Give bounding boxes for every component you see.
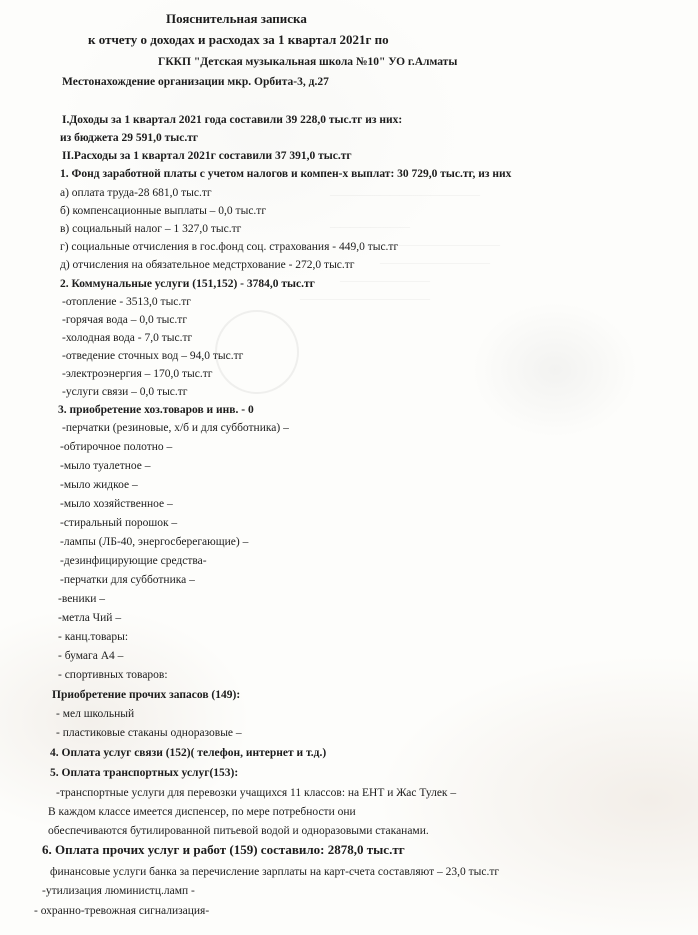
goods-item: -мыло жидкое –: [60, 479, 138, 491]
goods-item: -дезинфицирующие средства-: [60, 555, 207, 567]
income-total: I.Доходы за 1 квартал 2021 года составили 39 228,0 тыс.тг из них:: [62, 114, 403, 126]
organization-name: ГККП "Детская музыкальная школа №10" УО г.Алматы: [158, 56, 458, 68]
payroll-item: б) компенсационные выплаты – 0,0 тыс.тг: [60, 205, 267, 217]
payroll-item: д) отчисления на обязательное медстрхование - 272,0 тыс.тг: [60, 259, 355, 271]
payroll-item: г) социальные отчисления в гос.фонд соц. страхования - 449,0 тыс.тг: [60, 241, 399, 253]
bleed-through: ————————————: [380, 240, 500, 251]
goods-item: -стиральный порошок –: [60, 517, 178, 529]
goods-item: -перчатки для субботника –: [60, 574, 195, 586]
payroll-item: а) оплата труда-28 681,0 тыс.тг: [60, 187, 212, 199]
transport-item: -транспортные услуги для перевозки учащихся 11 классов: на ЕНТ и Жас Тулек –: [56, 787, 457, 799]
goods-item: -мыло хозяйственное –: [60, 498, 173, 510]
utilities-item: -холодная вода - 7,0 тыс.тг: [62, 332, 193, 344]
goods-item: -веники –: [58, 593, 105, 605]
other-services-item: - охранно-тревожная сигнализация-: [34, 905, 210, 917]
income-budget: из бюджета 29 591,0 тыс.тг: [60, 132, 199, 144]
other-stock-item: - пластиковые стаканы одноразовые –: [56, 727, 242, 739]
transport-item: обеспечиваются бутилированной питьевой водой и одноразовыми стаканами.: [48, 825, 429, 837]
transport-item: В каждом классе имеется диспенсер, по мере потребности они: [48, 806, 356, 818]
utilities-item: -электроэнергия – 170,0 тыс.тг: [62, 368, 213, 380]
bleed-through: ———————————————: [330, 190, 480, 201]
bleed-through: —————————————: [300, 294, 430, 305]
utilities-item: -услуги связи – 0,0 тыс.тг: [62, 386, 188, 398]
payroll-item: в) социальный налог – 1 327,0 тыс.тг: [60, 223, 242, 235]
utilities-item: -отведение сточных вод – 94,0 тыс.тг: [62, 350, 244, 362]
goods-item: -мыло туалетное –: [60, 460, 151, 472]
other-stock-heading: Приобретение прочих запасов (149):: [52, 689, 241, 701]
bleed-through: ————————: [330, 222, 410, 233]
organization-location: Местонахождение организации мкр. Орбита-3, д.27: [62, 76, 329, 88]
document-subtitle: к отчету о доходах и расходах за 1 квартал 2021г по: [88, 32, 389, 47]
expenses-total: II.Расходы за 1 квартал 2021г составили 37 391,0 тыс.тг: [62, 150, 352, 162]
transport-heading: 5. Оплата транспортных услуг(153):: [50, 767, 239, 779]
goods-item: -лампы (ЛБ-40, энергосберегающие) –: [60, 536, 249, 548]
other-services-heading: 6. Оплата прочих услуг и работ (159) составило: 2878,0 тыс.тг: [42, 842, 405, 857]
other-services-item: -утилизация люминистц.ламп -: [42, 885, 195, 897]
bleed-through: —————————: [340, 276, 430, 287]
other-services-item: финансовые услуги банка за перечисление зарплаты на карт-счета составляют – 23,0 тыс.тг: [50, 866, 500, 878]
goods-item: -обтирочное полотно –: [60, 441, 173, 453]
utilities-item: -отопление - 3513,0 тыс.тг: [62, 296, 192, 308]
goods-item: - бумага А4 –: [58, 650, 124, 662]
goods-item: -метла Чий –: [58, 612, 122, 624]
other-stock-item: - мел школьный: [56, 708, 135, 720]
goods-item: - канц.товары:: [58, 631, 129, 643]
utilities-item: -горячая вода – 0,0 тыс.тг: [62, 314, 188, 326]
goods-item: -перчатки (резиновые, х/б и для субботника) –: [62, 422, 289, 434]
communications-heading: 4. Оплата услуг связи (152)( телефон, интернет и т.д.): [50, 747, 327, 759]
utilities-heading: 2. Коммунальные услуги (151,152) - 3784,0 тыс.тг: [60, 278, 315, 290]
payroll-heading: 1. Фонд заработной платы с учетом налогов и компен-х выплат: 30 729,0 тыс.тг, из них: [60, 168, 512, 180]
bleed-through: ———————————: [380, 258, 490, 269]
goods-item: - спортивных товаров:: [58, 669, 168, 681]
document-title: Пояснительная записка: [166, 11, 307, 26]
goods-heading: 3. приобретение хоз.товаров и инв. - 0: [58, 404, 254, 416]
